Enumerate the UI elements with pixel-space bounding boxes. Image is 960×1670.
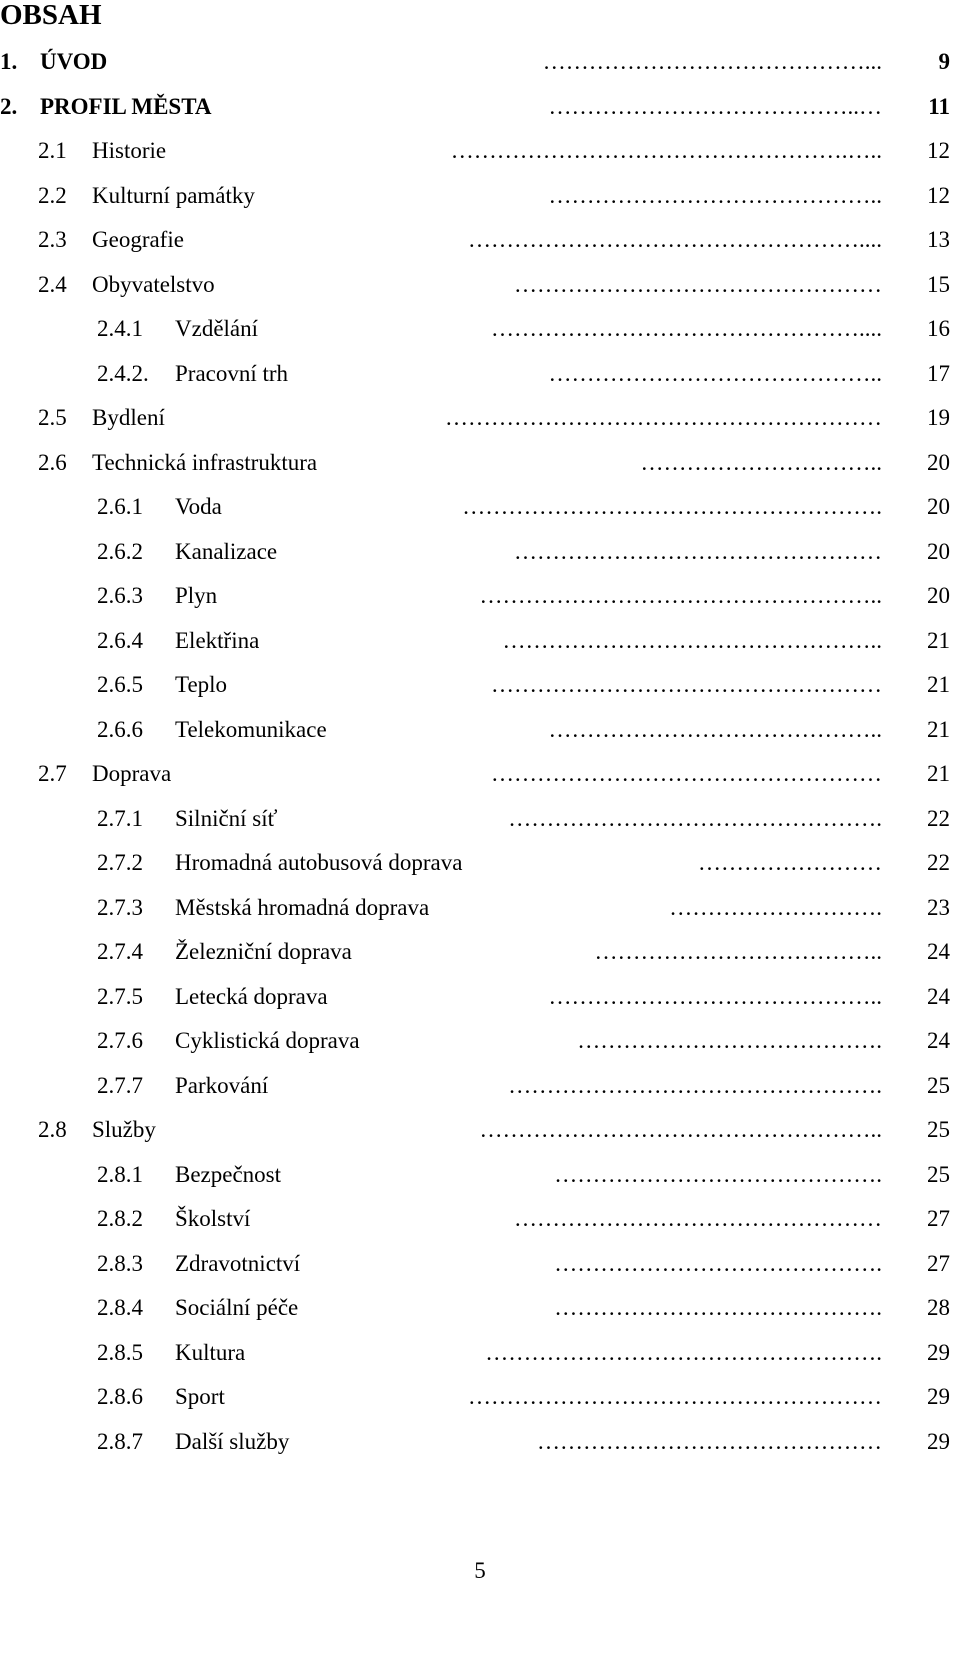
toc-entry-dots: …………………………………..… (548, 94, 882, 119)
toc-entry-dots: …………………………………………….... (468, 227, 882, 252)
toc-entry[interactable] (0, 530, 960, 574)
toc-entry-dots: ………………………………………………… (445, 405, 882, 430)
toc-entry[interactable] (0, 396, 960, 440)
toc-entry-dots: …………………………………………….….. (450, 138, 882, 163)
toc-entry-title: Telekomunikace (175, 717, 327, 742)
toc-entry-number: 2.1 (38, 138, 67, 163)
toc-entry-dots: ………………………………………….... (491, 316, 882, 341)
toc-entry-number: 2.7 (38, 761, 67, 786)
toc-entry-page: 12 (927, 183, 950, 208)
toc-entry-number: 2.7.1 (97, 806, 143, 831)
toc-entry-dot-leader (164, 1108, 882, 1152)
toc-entry-title: Geografie (92, 227, 184, 252)
toc-entry-title: Školství (175, 1206, 251, 1231)
toc-entry-dots: ……………………………………… (537, 1429, 882, 1454)
toc-entry[interactable] (0, 1331, 960, 1375)
toc-entry[interactable] (0, 174, 960, 218)
toc-entry-dot-leader (173, 396, 882, 440)
toc-entry-page: 21 (927, 761, 950, 786)
toc-entry-number: 2.8.1 (97, 1162, 143, 1187)
toc-entry[interactable] (0, 574, 960, 618)
toc-entry[interactable] (0, 218, 960, 262)
toc-entry-dots: …………………………………….. (548, 717, 882, 742)
toc-entry-dots: ……………………………………. (554, 1162, 882, 1187)
toc-entry[interactable] (0, 1064, 960, 1108)
toc-entry[interactable] (0, 708, 960, 752)
toc-entry-page: 20 (927, 450, 950, 475)
toc-entry-title: Kultura (175, 1340, 246, 1365)
toc-entry[interactable] (0, 886, 960, 930)
toc-entry-dots: ………………………………………………. (462, 494, 882, 519)
toc-entry[interactable] (0, 752, 960, 796)
toc-entry[interactable] (0, 663, 960, 707)
toc-entry[interactable] (0, 1153, 960, 1197)
toc-entry[interactable] (0, 841, 960, 885)
toc-entry-dot-leader (360, 930, 882, 974)
toc-entry-dot-leader (174, 129, 882, 173)
toc-entry[interactable] (0, 129, 960, 173)
toc-entry-number: 2.8.3 (97, 1251, 143, 1276)
toc-entry-number: 2.6 (38, 450, 67, 475)
toc-entry-number: 2.4 (38, 272, 67, 297)
toc-entry-page: 24 (927, 1028, 950, 1053)
toc-entry-number: 2.4.2. (97, 361, 149, 386)
toc-entry-title: Železniční doprava (175, 939, 352, 964)
toc-entry-page: 25 (927, 1162, 950, 1187)
toc-entry-title: PROFIL MĚSTA (40, 94, 212, 119)
toc-entry-title: Vzdělání (175, 316, 259, 341)
toc-entry[interactable] (0, 40, 960, 84)
toc-entry-dot-leader (335, 708, 882, 752)
toc-entry-page: 25 (927, 1073, 950, 1098)
toc-entry-title: Teplo (175, 672, 228, 697)
toc-entry-dots: ………………………………………… (514, 1206, 882, 1231)
toc-entry-title: Kulturní památky (92, 183, 255, 208)
toc-entry-dots: …………………………………………. (508, 1073, 882, 1098)
toc-entry-title: Obyvatelstvo (92, 272, 215, 297)
toc-entry-number: 2.7.3 (97, 895, 143, 920)
toc-entry-dots: ………………………………………….. (502, 628, 882, 653)
toc-entry-dot-leader (368, 1019, 882, 1063)
toc-entry-dot-leader (285, 530, 882, 574)
toc-entry-title: Další služby (175, 1429, 290, 1454)
toc-entry-dots: ……………………………………. (554, 1295, 882, 1320)
toc-entry-page: 28 (927, 1295, 950, 1320)
toc-entry-dot-leader (470, 841, 882, 885)
toc-entry-title: Letecká doprava (175, 984, 328, 1009)
toc-entry[interactable] (0, 85, 960, 129)
toc-entry-page: 22 (927, 850, 950, 875)
toc-entry-number: 2.8.6 (97, 1384, 143, 1409)
toc-entry-dot-leader (223, 263, 882, 307)
toc-entry-title: Bydlení (92, 405, 165, 430)
toc-entry-page: 21 (927, 672, 950, 697)
toc-entry-number: 2.8.4 (97, 1295, 143, 1320)
toc-entry-dots: …………………………………….. (548, 984, 882, 1009)
toc-entry-dot-leader (266, 307, 882, 351)
toc-entry-title: Parkování (175, 1073, 269, 1098)
toc-entry-number: 2.6.1 (97, 494, 143, 519)
toc-entry-title: Cyklistická doprava (175, 1028, 360, 1053)
toc-entry-dots: …………………………………….. (548, 361, 882, 386)
toc-entry-title: Zdravotnictví (175, 1251, 301, 1276)
toc-entry-page: 20 (927, 494, 950, 519)
toc-entry-number: 2.3 (38, 227, 67, 252)
toc-entry-dots: …………………………………. (577, 1028, 882, 1053)
toc-entry-page: 11 (928, 94, 950, 119)
toc-entry-dot-leader (297, 1420, 882, 1464)
toc-entry-number: 2.8 (38, 1117, 67, 1142)
toc-entry[interactable] (0, 1375, 960, 1419)
toc-entry-title: Hromadná autobusová doprava (175, 850, 463, 875)
page-number: 5 (474, 1558, 486, 1583)
toc-entry-dot-leader (115, 40, 882, 84)
toc-entry-title: Historie (92, 138, 167, 163)
toc-entry-number: 1. (0, 49, 18, 74)
toc-entry[interactable] (0, 352, 960, 396)
toc-entry-dot-leader (235, 663, 882, 707)
toc-entry[interactable] (0, 797, 960, 841)
toc-entry-page: 24 (927, 939, 950, 964)
toc-entry-dot-leader (263, 174, 882, 218)
toc-entry-dots: …………………………………………… (491, 672, 882, 697)
toc-entry-dot-leader (437, 886, 882, 930)
toc-entry-dots: ……………………………………. (554, 1251, 882, 1276)
toc-entry-number: 2.7.4 (97, 939, 143, 964)
toc-entry-number: 2.4.1 (97, 316, 143, 341)
toc-entry[interactable] (0, 975, 960, 1019)
toc-entry-title: Kanalizace (175, 539, 278, 564)
toc-entry-dot-leader (336, 975, 882, 1019)
page-title: OBSAH (0, 0, 102, 31)
toc-entry-dot-leader (230, 485, 882, 529)
toc-entry[interactable] (0, 619, 960, 663)
toc-entry-number: 2.8.7 (97, 1429, 143, 1454)
toc-entry-dots: ……………………………………………… (468, 1384, 882, 1409)
toc-entry-dots: ……………………………………... (542, 49, 882, 74)
toc-entry-dot-leader (296, 352, 882, 396)
toc-entry-dots: ………………………………………… (514, 539, 882, 564)
toc-entry-number: 2.7.2 (97, 850, 143, 875)
toc-entry-title: Doprava (92, 761, 172, 786)
toc-entry-title: Plyn (175, 583, 218, 608)
toc-entry[interactable] (0, 1019, 960, 1063)
toc-entry-dot-leader (219, 85, 882, 129)
toc-entry-page: 20 (927, 539, 950, 564)
toc-entry-dots: ………………………. (669, 895, 882, 920)
toc-entry[interactable] (0, 1242, 960, 1286)
toc-entry-number: 2.2 (38, 183, 67, 208)
toc-entry-title: Služby (92, 1117, 156, 1142)
toc-entry-title: Technická infrastruktura (92, 450, 318, 475)
toc-entry-title: Elektřina (175, 628, 260, 653)
toc-entry-dots: ………………………………………… (514, 272, 882, 297)
toc-entry-dot-leader (289, 1153, 882, 1197)
toc-entry-page: 21 (927, 628, 950, 653)
toc-entry-number: 2.5 (38, 405, 67, 430)
toc-entry-title: ÚVOD (40, 49, 108, 74)
toc-entry-page: 17 (927, 361, 950, 386)
toc-entry-number: 2.6.6 (97, 717, 143, 742)
toc-entry-page: 19 (927, 405, 950, 430)
toc-entry-number: 2.7.6 (97, 1028, 143, 1053)
toc-entry-page: 9 (938, 49, 950, 74)
toc-entry-dot-leader (233, 1375, 882, 1419)
toc-entry-page: 22 (927, 806, 950, 831)
toc-entry-dot-leader (306, 1286, 882, 1330)
toc-entry-title: Sport (175, 1384, 225, 1409)
toc-entry-title: Městská hromadná doprava (175, 895, 430, 920)
toc-entry-dot-leader (308, 1242, 882, 1286)
toc-entry-dot-leader (179, 752, 882, 796)
toc-entry-page: 29 (927, 1429, 950, 1454)
toc-entry-page: 16 (927, 316, 950, 341)
toc-entry-dots: ……………………………………………. (485, 1340, 882, 1365)
toc-entry-dot-leader (325, 441, 882, 485)
toc-entry-dots: ………………………….. (640, 450, 882, 475)
toc-entry-page: 21 (927, 717, 950, 742)
toc-entry-title: Sociální péče (175, 1295, 299, 1320)
toc-entry[interactable] (0, 1286, 960, 1330)
toc-entry-page: 29 (927, 1340, 950, 1365)
toc-entry-dots: …………………… (698, 850, 882, 875)
toc-entry-number: 2. (0, 94, 18, 119)
toc-entry-dot-leader (258, 1197, 882, 1241)
toc-entry-dot-leader (225, 574, 882, 618)
toc-entry-dots: …………………………………….. (548, 183, 882, 208)
toc-entry[interactable] (0, 441, 960, 485)
toc-entry-dot-leader (285, 797, 882, 841)
toc-entry[interactable] (0, 1108, 960, 1152)
toc-entry-page: 24 (927, 984, 950, 1009)
toc-entry-dot-leader (192, 218, 882, 262)
toc-entry[interactable] (0, 1420, 960, 1464)
toc-entry-page: 12 (927, 138, 950, 163)
toc-entry[interactable] (0, 485, 960, 529)
toc-entry[interactable] (0, 930, 960, 974)
toc-entry-dot-leader (276, 1064, 882, 1108)
toc-entry-number: 2.7.7 (97, 1073, 143, 1098)
toc-entry-dots: ……………………………….. (594, 939, 882, 964)
toc-entry-number: 2.6.2 (97, 539, 143, 564)
toc-entry-page: 25 (927, 1117, 950, 1142)
toc-entry-page: 13 (927, 227, 950, 252)
toc-entry-number: 2.6.5 (97, 672, 143, 697)
toc-entry-title: Silniční síť (175, 806, 278, 831)
toc-entry-number: 2.6.3 (97, 583, 143, 608)
toc-entry-dots: …………………………………………… (491, 761, 882, 786)
toc-entry-page: 23 (927, 895, 950, 920)
toc-entry-number: 2.7.5 (97, 984, 143, 1009)
toc-entry-title: Voda (175, 494, 222, 519)
toc-entry-dot-leader (267, 619, 882, 663)
toc-entry-number: 2.6.4 (97, 628, 143, 653)
toc-entry-dots: …………………………………………. (508, 806, 882, 831)
toc-entry-page: 27 (927, 1251, 950, 1276)
toc-entry-dot-leader (253, 1331, 882, 1375)
toc-entry[interactable] (0, 1197, 960, 1241)
toc-entry[interactable] (0, 307, 960, 351)
toc-entry-page: 29 (927, 1384, 950, 1409)
toc-entry-number: 2.8.2 (97, 1206, 143, 1231)
toc-entry-page: 20 (927, 583, 950, 608)
toc-entry-title: Bezpečnost (175, 1162, 282, 1187)
toc-entry-dots: …………………………………………….. (479, 583, 882, 608)
toc-entry-dots: …………………………………………….. (479, 1117, 882, 1142)
toc-entry[interactable] (0, 263, 960, 307)
toc-entry-page: 15 (927, 272, 950, 297)
toc-entry-number: 2.8.5 (97, 1340, 143, 1365)
toc-entry-title: Pracovní trh (175, 361, 289, 386)
toc-entry-page: 27 (927, 1206, 950, 1231)
